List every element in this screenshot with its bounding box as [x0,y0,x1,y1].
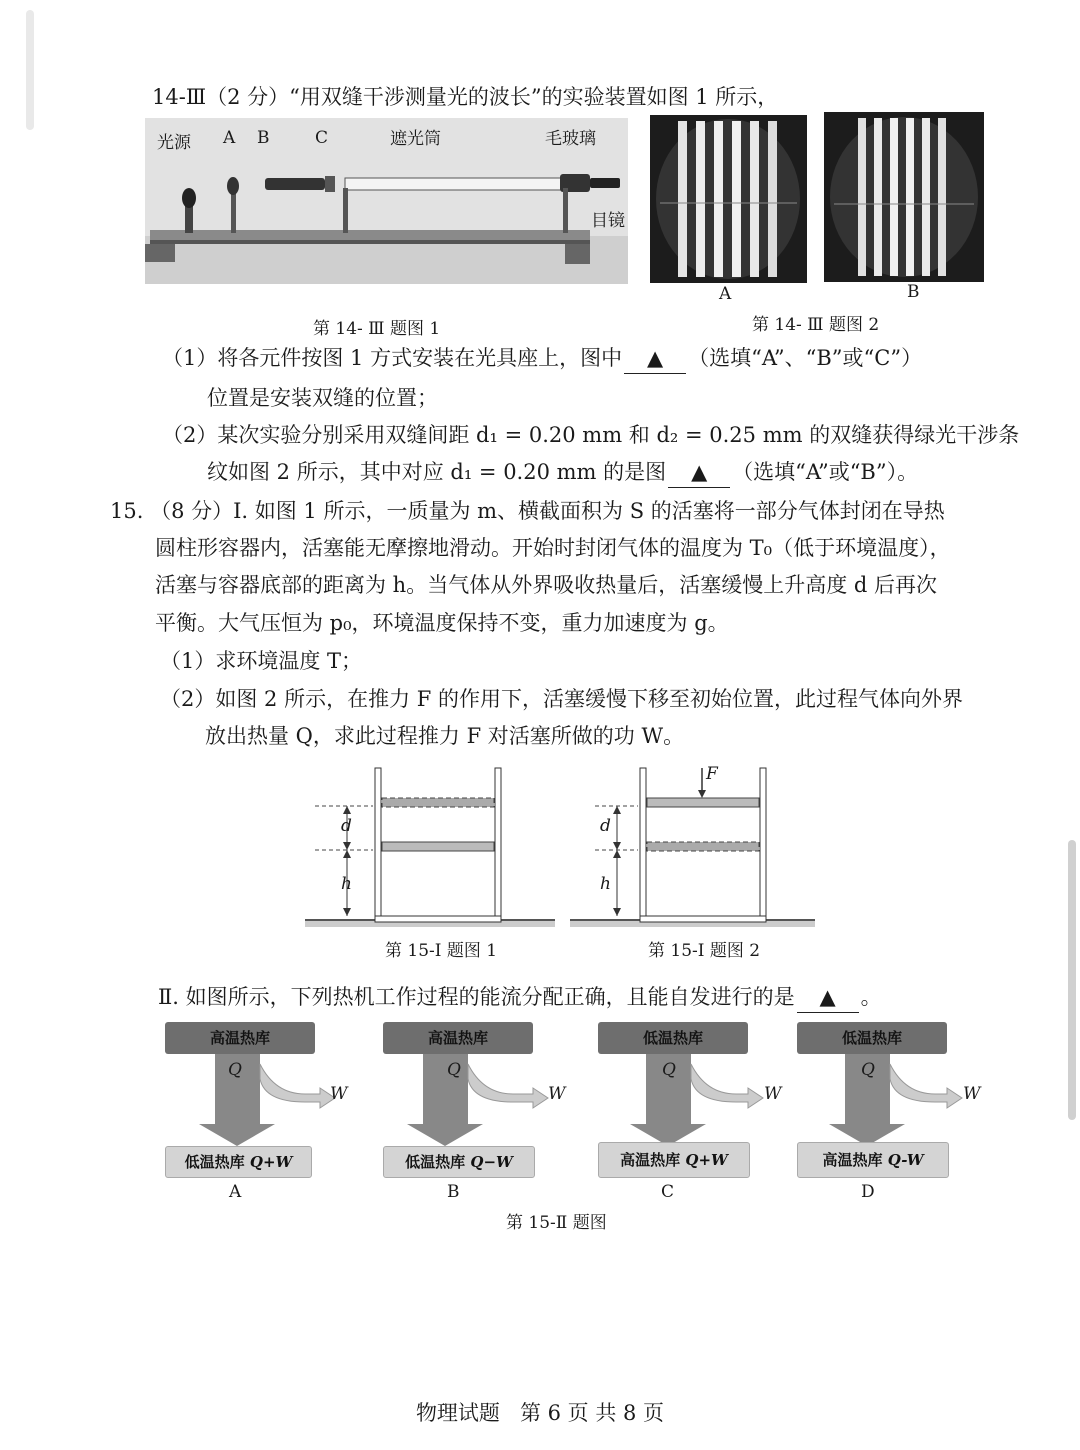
option-c[interactable] [598,1022,782,1202]
q15-sub1: （1）求环境温度 T； [160,649,363,673]
option-c-w: W [764,1084,782,1104]
fringe-label-b: B [907,282,920,302]
top-scrollbar[interactable] [26,10,34,130]
option-a-letter: A [229,1182,242,1202]
label-c: C [315,128,329,148]
answer-blank-1[interactable]: ▲ [624,343,686,374]
q15-part2-end: 。 [860,985,882,1009]
option-b-w: W [548,1084,566,1104]
option-d-bottom [797,1142,949,1178]
option-a-arrows [165,1054,355,1146]
option-c-bottom-expr: Q+W [685,1151,728,1169]
q14-header: 14-Ⅲ（2 分）“用双缝干涉测量光的波长”的实验装置如图 1 所示， [152,85,779,109]
fig1-label-d: d [341,816,352,836]
q14-sub2-line1: （2）某次实验分别采用双缝间距 d₁ = 0.20 mm 和 d₂ = 0.25 mm 的双缝获得绿光干涉条 [162,423,1020,447]
option-a-q: Q [228,1060,242,1080]
option-a-bottom [165,1146,312,1178]
label-eyepiece: 目镜 [591,211,625,231]
label-light-source: 光源 [157,133,191,153]
option-b-letter: B [447,1182,460,1202]
fig1-label-h: h [341,874,352,894]
label-b: B [257,128,270,148]
q14-sub1-options: （选填“A”、“B”或“C”） [688,346,923,370]
option-b-bottom [383,1146,535,1178]
q14-sub1-text: （1）将各元件按图 1 方式安装在光具座上，图中 [162,346,623,370]
option-d-arrows [797,1054,987,1146]
fringe-image-b [824,112,984,282]
option-d-bottom-expr: Q-W [887,1151,924,1169]
piston-figures [305,760,825,935]
fig2-label-d: d [600,816,611,836]
q15-part2-caption: 第 15-Ⅱ 题图 [506,1213,607,1233]
q14-sub2-line2 [207,457,918,488]
option-b-bottom-label: 低温热库 [405,1153,466,1171]
option-a-w: W [330,1084,348,1104]
q15-sub2-line2: 放出热量 Q，求此过程推力 F 对活塞所做的功 W。 [205,724,685,748]
option-a-bottom-label: 低温热库 [184,1153,245,1171]
option-b[interactable] [383,1022,566,1202]
option-d-letter: D [861,1182,875,1202]
q15-part2-text: Ⅱ. 如图所示，下列热机工作过程的能流分配正确，且能自发进行的是 [158,985,795,1009]
q15-line3: 活塞与容器底部的距离为 h。当气体从外界吸收热量后，活塞缓慢上升高度 d 后再次 [155,573,937,597]
q14-sub1-line1 [162,343,922,374]
option-a[interactable] [165,1022,348,1202]
answer-blank-3[interactable]: ▲ [797,982,859,1013]
answer-blank-2[interactable]: ▲ [668,457,730,488]
q14-fig2-caption: 第 14- Ⅲ 题图 2 [752,315,880,335]
option-b-bottom-expr: Q−W [470,1153,513,1171]
q15-sub2-line1: （2）如图 2 所示，在推力 F 的作用下，活塞缓慢下移至初始位置，此过程气体向外界 [160,687,963,711]
optical-bench-photo [145,118,628,284]
q14-sub1-line2: 位置是安装双缝的位置； [207,386,438,410]
fringe-label-a: A [719,284,732,304]
fig2-label-h: h [600,874,611,894]
page-scrollbar[interactable] [1068,840,1076,1120]
option-c-bottom-label: 高温热库 [620,1151,681,1169]
fig2-label-f: F [706,764,718,784]
option-c-letter: C [661,1182,675,1202]
q15-fig1-caption: 第 15-Ⅰ 题图 1 [385,941,498,961]
fringe-pattern-a [650,115,807,283]
option-c-q: Q [662,1060,676,1080]
option-d-top: 低温热库 [797,1022,947,1054]
option-c-bottom [598,1142,750,1178]
option-a-bottom-expr: Q+W [249,1153,293,1171]
option-c-top: 低温热库 [598,1022,748,1054]
fringe-image-a [650,115,807,283]
option-b-top: 高温热库 [383,1022,533,1054]
q14-sub2-text: 纹如图 2 所示，其中对应 d₁ = 0.20 mm 的是图 [207,460,667,484]
q15-line2: 圆柱形容器内，活塞能无摩擦地滑动。开始时封闭气体的温度为 T₀（低于环境温度）， [155,536,951,560]
q15-part2 [158,982,882,1013]
option-d[interactable] [797,1022,981,1202]
q14-sub2-options: （选填“A”或“B”）。 [732,460,919,484]
page-footer: 物理试题 第 6 页 共 8 页 [415,1401,665,1425]
option-d-bottom-label: 高温热库 [822,1151,883,1169]
label-a: A [223,128,236,148]
option-b-arrows [383,1054,573,1146]
label-tube: 遮光筒 [390,129,441,149]
q15-line4: 平衡。大气压恒为 p₀，环境温度保持不变，重力加速度为 g。 [155,611,729,635]
q15-fig2-caption: 第 15-Ⅰ 题图 2 [648,941,761,961]
option-c-arrows [598,1054,788,1146]
fringe-pattern-b [824,112,984,282]
option-d-w: W [963,1084,981,1104]
q14-fig1-caption: 第 14- Ⅲ 题图 1 [313,319,441,339]
label-ground-glass: 毛玻璃 [545,129,596,149]
option-d-q: Q [861,1060,875,1080]
option-a-top: 高温热库 [165,1022,315,1054]
q15-line1: 15. （8 分）Ⅰ. 如图 1 所示，一质量为 m、横截面积为 S 的活塞将一部分气体封闭在导热 [110,499,945,523]
option-b-q: Q [447,1060,461,1080]
